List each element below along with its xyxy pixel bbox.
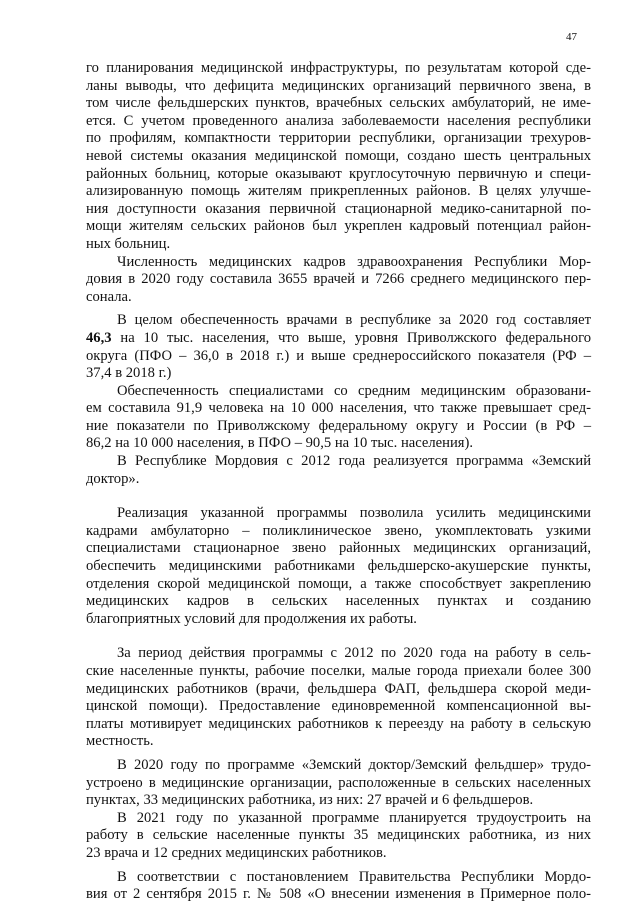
text-line: В 2020 году по программе «Земский доктор/Земский фельдшер» трудо- [117, 756, 591, 773]
text-line: том числе фельдшерских пунктов, врачебных сельских амбулаторий, не име- [86, 95, 591, 112]
text-line: районных больниц, которые оказывают круглосуточную первичную и специ- [86, 165, 591, 182]
text-line: ется. С учетом проведенного анализа заболеваемости населения республики [86, 112, 591, 129]
text-line: Реализация указанной программы позволила усилить медицинскими [117, 505, 591, 522]
text-line: кадрами амбулаторно – поликлиническое звено, укомплектовать узкими [86, 522, 591, 539]
text-line: медицинских кадров в сельских населенных пунктах и созданию [86, 593, 591, 610]
text-line: платы мотивирует медицинских работников к переезду на работу в сельскую [86, 715, 591, 732]
text-line: ланы выводы, что дефицита медицинских организаций первичного звена, в [86, 77, 591, 94]
text-line: ем составила 91,9 человека на 10 000 населения, что также превышает сред- [86, 400, 591, 417]
text-line: невой системы оказания медицинской помощи, создано шесть центральных [86, 147, 591, 164]
paragraph-doctor-provision [86, 312, 591, 382]
text-line: В соответствии с постановлением Правительства Республики Мордо- [117, 868, 591, 885]
text-line: обеспечить медицинскими работниками фельдшерско-акушерские пункты, [86, 558, 591, 575]
text-line [86, 330, 591, 348]
paragraph-staff-numbers [86, 254, 591, 307]
text-line: по профилям, компактности территории республики, организации трехуров- [86, 130, 591, 147]
paragraph-2020-employment [86, 757, 591, 810]
text-line: доктор». [86, 470, 140, 487]
text-line: го планирования медицинской инфраструктуры, по результатам которой сде- [86, 60, 591, 76]
text-line: благоприятных условий для продолжения их работы. [86, 610, 417, 627]
text-line: ния доступности оказания первичной стационарной медико-санитарной по- [86, 200, 591, 217]
text-line: специалистами стационарное звено районных медицинских организаций, [86, 540, 591, 557]
paragraph-government-resolution [86, 869, 591, 904]
text-line: В Республике Мордовия с 2012 года реализуется программа «Земский [117, 453, 591, 470]
text-line: пунктах, 33 медицинских работника, из них: 27 врачей и 6 фельдшеров. [86, 792, 534, 809]
text-line: ские населенные пункты, рабочие поселки, малые города приехали более 300 [86, 663, 591, 679]
text-line: местность. [86, 733, 154, 750]
highlighted-value: 46,3 [86, 329, 112, 346]
text-fragment: на 10 тыс. населения, что выше, уровня Приволжского федерального [111, 329, 591, 346]
paragraph-program-period [86, 645, 591, 751]
text-line: отделения скорой медицинской помощи, а также способствует закреплению [86, 575, 591, 592]
text-line: Численность медицинских кадров здравоохранения Республики Мор- [117, 253, 591, 270]
text-line: вия от 2 сентября 2015 г. № 508 «О внесении изменения в Примерное поло- [86, 886, 591, 903]
text-line: медицинских работников (врачи, фельдшера ФАП, фельдшера скорой меди- [86, 680, 591, 697]
paragraph-zemsky-doctor-program [86, 453, 591, 488]
text-line: Обеспеченность специалистами со средним медицинским образовани- [117, 382, 591, 399]
text-line: ализированную помощь жителям прикрепленных районов. В целях улучше- [86, 183, 591, 200]
text-line: 23 врача и 12 средних медицинских работников. [86, 844, 387, 861]
text-line: довия в 2020 году составила 3655 врачей и 7266 среднего медицинского пер- [86, 271, 591, 288]
text-line: За период действия программы с 2012 по 2020 года на работу в сель- [117, 645, 591, 662]
page-number: 47 [566, 31, 577, 43]
text-line: округа (ПФО – 36,0 в 2018 г.) и выше среднероссийского показателя (РФ – [86, 347, 591, 364]
text-line: ных больниц. [86, 235, 171, 252]
text-line: В 2021 году по указанной программе планируется трудоустроить на [117, 809, 591, 826]
paragraph-medical-infrastructure [86, 60, 591, 254]
text-line: работу в сельские населенные пункты 35 медицинских работника, из них [86, 827, 591, 844]
text-line: сонала. [86, 288, 132, 305]
paragraph-2021-plan [86, 810, 591, 863]
text-line: ние показатели по Приволжскому федеральному округу и России (в РФ – [86, 417, 591, 434]
paragraph-nurse-provision [86, 383, 591, 453]
text-line: устроено в медицинские организации, расположенные в сельских населенных [86, 774, 591, 791]
text-line: 37,4 в 2018 г.) [86, 365, 172, 382]
text-line: В целом обеспеченность врачами в республике за 2020 год составляет [117, 312, 591, 329]
text-line: цинской помощи). Предоставление единовременной компенсационной вы- [86, 698, 591, 715]
text-line: мощи жителям сельских районов был укреплен кадровый потенциал район- [86, 218, 591, 235]
paragraph-program-results [86, 505, 591, 628]
document-body [86, 60, 591, 904]
text-line: 86,2 на 10 000 населения, в ПФО – 90,5 на 10 тыс. населения). [86, 435, 473, 452]
